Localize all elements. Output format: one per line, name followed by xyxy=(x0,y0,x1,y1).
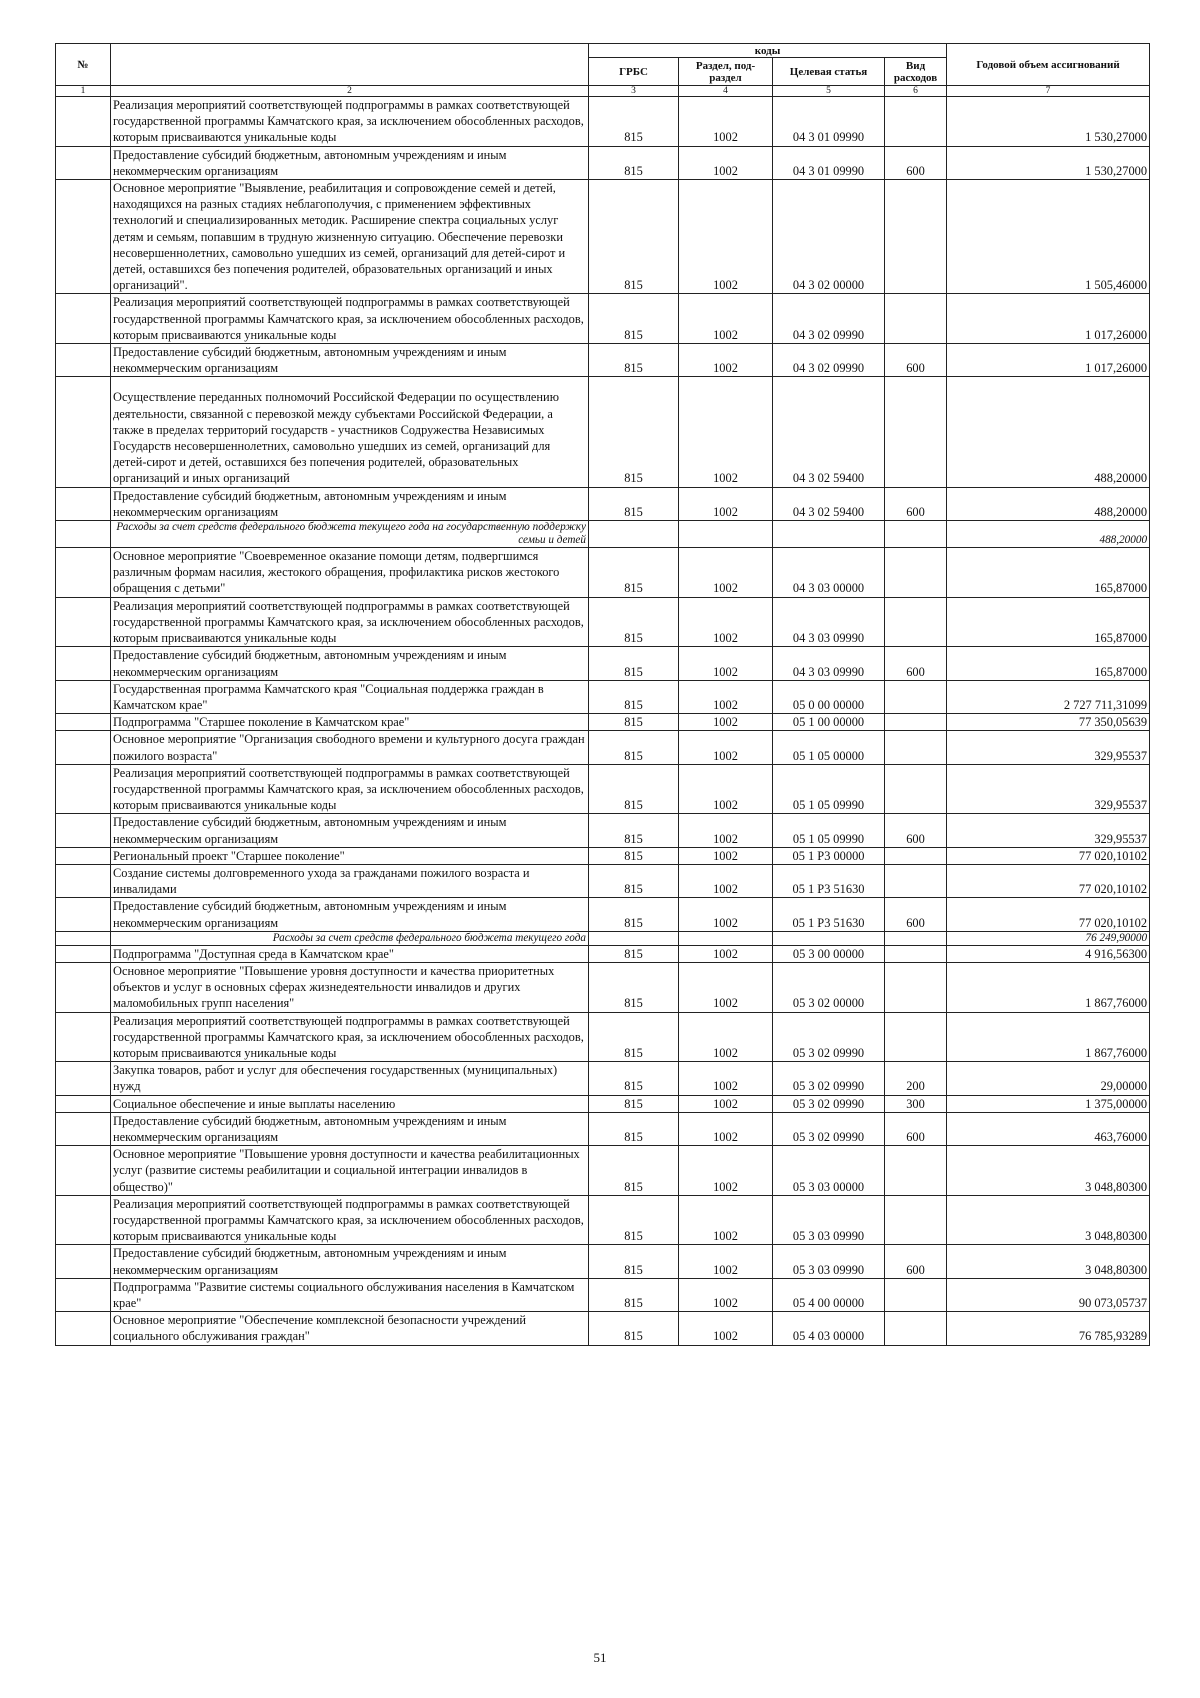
table-row xyxy=(56,680,1150,713)
razdel-cell: 1002 xyxy=(679,962,773,1012)
row-number-cell xyxy=(56,714,111,731)
row-number-cell xyxy=(56,962,111,1012)
row-number-cell xyxy=(56,1195,111,1245)
table-row xyxy=(56,548,1150,598)
target-article-cell: 05 1 05 09990 xyxy=(773,814,885,847)
table-row xyxy=(56,597,1150,647)
expense-name-cell: Реализация мероприятий соответствующей подпрограммы в рамках соответствующей государственной программы Камчатского края, за исключением обособленных расходов, которым присваиваются уникальные коды xyxy=(111,1012,589,1062)
target-article-cell: 05 1 P3 51630 xyxy=(773,898,885,931)
row-number-cell xyxy=(56,945,111,962)
row-number-cell xyxy=(56,1062,111,1095)
expense-type-cell xyxy=(885,864,947,897)
grbs-cell: 815 xyxy=(589,146,679,179)
target-article-cell: 04 3 02 59400 xyxy=(773,487,885,520)
amount-cell: 77 020,10102 xyxy=(947,847,1150,864)
target-article-cell: 05 3 03 09990 xyxy=(773,1195,885,1245)
header-name xyxy=(111,44,589,86)
amount-cell: 488,20000 xyxy=(947,377,1150,487)
amount-cell: 1 530,27000 xyxy=(947,97,1150,147)
header-annual-amount: Годовой объем ассигнований xyxy=(947,44,1150,86)
row-number-cell xyxy=(56,1146,111,1196)
table-row xyxy=(56,962,1150,1012)
amount-cell: 3 048,80300 xyxy=(947,1146,1150,1196)
row-number-cell xyxy=(56,898,111,931)
expense-type-cell xyxy=(885,548,947,598)
grbs-cell: 815 xyxy=(589,898,679,931)
expense-name-cell: Подпрограмма "Развитие системы социального обслуживания населения в Камчатском крае" xyxy=(111,1278,589,1311)
amount-cell: 488,20000 xyxy=(947,521,1150,548)
expense-name-cell: Реализация мероприятий соответствующей подпрограммы в рамках соответствующей государственной программы Камчатского края, за исключением обособленных расходов, которым присваиваются уникальные коды xyxy=(111,764,589,814)
amount-cell: 165,87000 xyxy=(947,647,1150,680)
table-row xyxy=(56,945,1150,962)
grbs-cell: 815 xyxy=(589,344,679,377)
grbs-cell: 815 xyxy=(589,180,679,294)
grbs-cell: 815 xyxy=(589,1146,679,1196)
grbs-cell: 815 xyxy=(589,1095,679,1112)
amount-cell: 488,20000 xyxy=(947,487,1150,520)
razdel-cell: 1002 xyxy=(679,898,773,931)
razdel-cell: 1002 xyxy=(679,714,773,731)
expense-type-cell xyxy=(885,377,947,487)
federal-funds-row xyxy=(56,521,1150,548)
expense-name-cell: Социальное обеспечение и иные выплаты населению xyxy=(111,1095,589,1112)
budget-table xyxy=(55,43,1150,1346)
amount-cell: 1 017,26000 xyxy=(947,294,1150,344)
header-codes-group: коды xyxy=(589,44,947,58)
amount-cell: 90 073,05737 xyxy=(947,1278,1150,1311)
target-article-cell: 05 3 02 09990 xyxy=(773,1062,885,1095)
expense-type-cell: 600 xyxy=(885,487,947,520)
target-article-cell: 05 1 P3 00000 xyxy=(773,847,885,864)
expense-type-cell: 300 xyxy=(885,1095,947,1112)
grbs-cell: 815 xyxy=(589,294,679,344)
amount-cell: 3 048,80300 xyxy=(947,1245,1150,1278)
razdel-cell: 1002 xyxy=(679,764,773,814)
expense-type-cell xyxy=(885,1146,947,1196)
expense-type-cell xyxy=(885,764,947,814)
table-row xyxy=(56,1146,1150,1196)
amount-cell: 1 867,76000 xyxy=(947,962,1150,1012)
razdel-cell xyxy=(679,931,773,945)
table-row xyxy=(56,1095,1150,1112)
grbs-cell: 815 xyxy=(589,962,679,1012)
table-row xyxy=(56,1112,1150,1145)
razdel-cell: 1002 xyxy=(679,647,773,680)
table-row xyxy=(56,898,1150,931)
row-number-cell xyxy=(56,487,111,520)
grbs-cell xyxy=(589,521,679,548)
expense-type-cell xyxy=(885,1278,947,1311)
target-article-cell: 04 3 03 00000 xyxy=(773,548,885,598)
header-index-4: 4 xyxy=(679,86,773,97)
expense-type-cell xyxy=(885,945,947,962)
row-number-cell xyxy=(56,647,111,680)
header-target-article: Целевая статья xyxy=(773,58,885,86)
expense-type-cell xyxy=(885,1312,947,1345)
header-razdel: Раздел, под-раздел xyxy=(679,58,773,86)
target-article-cell: 05 3 00 00000 xyxy=(773,945,885,962)
amount-cell: 2 727 711,31099 xyxy=(947,680,1150,713)
row-number-cell xyxy=(56,294,111,344)
razdel-cell: 1002 xyxy=(679,1278,773,1311)
grbs-cell: 815 xyxy=(589,1312,679,1345)
header-number: № xyxy=(56,44,111,86)
amount-cell: 1 017,26000 xyxy=(947,344,1150,377)
expense-type-cell xyxy=(885,680,947,713)
expense-name-cell: Основное мероприятие "Выявление, реабилитация и сопровождение семей и детей, находящихся на разных стадиях неблагополучия, с применением эффективных технологий и специализированных методик. Расширение спектра социальных услуг детям и семьям, попавшим в трудную жизненную ситуацию. Обеспечение перевозки несовершеннолетних, самовольно ушедших из семей, организаций для детей-сирот и детей, оставшихся без попечения родителей, образовательных организаций и иных организаций". xyxy=(111,180,589,294)
expense-name-cell: Реализация мероприятий соответствующей подпрограммы в рамках соответствующей государственной программы Камчатского края, за исключением обособленных расходов, которым присваиваются уникальные коды xyxy=(111,597,589,647)
target-article-cell: 05 4 03 00000 xyxy=(773,1312,885,1345)
grbs-cell: 815 xyxy=(589,1112,679,1145)
expense-name-cell: Осуществление переданных полномочий Российской Федерации по осуществлению деятельности, связанной с перевозкой между субъектами Российской Федерации, а также в пределах территорий государств - участников Содружества Независимых Государств несовершеннолетних, самовольно ушедших из семей, организаций для детей-сирот и детей, оставшихся без попечения родителей, образовательных организаций и иных организаций xyxy=(111,377,589,487)
expense-type-cell xyxy=(885,1012,947,1062)
target-article-cell: 04 3 01 09990 xyxy=(773,97,885,147)
target-article-cell xyxy=(773,931,885,945)
razdel-cell: 1002 xyxy=(679,487,773,520)
amount-cell: 165,87000 xyxy=(947,548,1150,598)
grbs-cell: 815 xyxy=(589,864,679,897)
table-row xyxy=(56,764,1150,814)
grbs-cell: 815 xyxy=(589,647,679,680)
expense-type-cell: 200 xyxy=(885,1062,947,1095)
expense-type-cell: 600 xyxy=(885,814,947,847)
row-number-cell xyxy=(56,814,111,847)
grbs-cell: 815 xyxy=(589,1062,679,1095)
row-number-cell xyxy=(56,680,111,713)
expense-name-cell: Региональный проект "Старшее поколение" xyxy=(111,847,589,864)
expense-type-cell: 600 xyxy=(885,1112,947,1145)
table-header xyxy=(56,44,1150,97)
expense-type-cell: 600 xyxy=(885,146,947,179)
header-index-6: 6 xyxy=(885,86,947,97)
row-number-cell xyxy=(56,521,111,548)
table-row xyxy=(56,714,1150,731)
expense-name-cell: Предоставление субсидий бюджетным, автономным учреждениям и иным некоммерческим организациям xyxy=(111,1245,589,1278)
razdel-cell: 1002 xyxy=(679,597,773,647)
razdel-cell: 1002 xyxy=(679,1146,773,1196)
amount-cell: 1 867,76000 xyxy=(947,1012,1150,1062)
target-article-cell: 05 3 03 09990 xyxy=(773,1245,885,1278)
amount-cell: 1 505,46000 xyxy=(947,180,1150,294)
table-row xyxy=(56,180,1150,294)
target-article-cell: 05 3 02 09990 xyxy=(773,1112,885,1145)
target-article-cell: 04 3 03 09990 xyxy=(773,597,885,647)
row-number-cell xyxy=(56,548,111,598)
expense-name-cell: Реализация мероприятий соответствующей подпрограммы в рамках соответствующей государственной программы Камчатского края, за исключением обособленных расходов, которым присваиваются уникальные коды xyxy=(111,294,589,344)
expense-name-cell: Предоставление субсидий бюджетным, автономным учреждениям и иным некоммерческим организациям xyxy=(111,898,589,931)
header-index-1: 1 xyxy=(56,86,111,97)
header-index-5: 5 xyxy=(773,86,885,97)
table-row xyxy=(56,814,1150,847)
row-number-cell xyxy=(56,146,111,179)
expense-type-cell xyxy=(885,521,947,548)
grbs-cell: 815 xyxy=(589,1278,679,1311)
federal-funds-row xyxy=(56,931,1150,945)
razdel-cell: 1002 xyxy=(679,294,773,344)
table-row xyxy=(56,847,1150,864)
expense-type-cell: 600 xyxy=(885,898,947,931)
row-number-cell xyxy=(56,377,111,487)
table-body xyxy=(56,97,1150,1346)
razdel-cell: 1002 xyxy=(679,680,773,713)
razdel-cell: 1002 xyxy=(679,1312,773,1345)
grbs-cell: 815 xyxy=(589,945,679,962)
razdel-cell: 1002 xyxy=(679,97,773,147)
target-article-cell: 05 1 P3 51630 xyxy=(773,864,885,897)
amount-cell: 76 249,90000 xyxy=(947,931,1150,945)
expense-name-cell: Основное мероприятие "Своевременное оказание помощи детям, подвергшимся различным формам насилия, жестокого обращения, профилактика рисков жестокого обращения с детьми" xyxy=(111,548,589,598)
expense-name-cell: Основное мероприятие "Обеспечение комплексной безопасности учреждений социального обслуживания граждан" xyxy=(111,1312,589,1345)
target-article-cell xyxy=(773,521,885,548)
header-grbs: ГРБС xyxy=(589,58,679,86)
grbs-cell: 815 xyxy=(589,377,679,487)
target-article-cell: 05 3 02 00000 xyxy=(773,962,885,1012)
expense-name-cell: Подпрограмма "Старшее поколение в Камчатском крае" xyxy=(111,714,589,731)
header-index-7: 7 xyxy=(947,86,1150,97)
expense-name-cell: Предоставление субсидий бюджетным, автономным учреждениям и иным некоммерческим организациям xyxy=(111,647,589,680)
razdel-cell xyxy=(679,521,773,548)
expense-type-cell xyxy=(885,180,947,294)
amount-cell: 77 350,05639 xyxy=(947,714,1150,731)
target-article-cell: 05 3 02 09990 xyxy=(773,1012,885,1062)
grbs-cell: 815 xyxy=(589,814,679,847)
target-article-cell: 04 3 03 09990 xyxy=(773,647,885,680)
table-row xyxy=(56,731,1150,764)
table-row xyxy=(56,1195,1150,1245)
expense-type-cell xyxy=(885,731,947,764)
table-row xyxy=(56,1012,1150,1062)
target-article-cell: 05 3 02 09990 xyxy=(773,1095,885,1112)
expense-type-cell: 600 xyxy=(885,344,947,377)
target-article-cell: 05 0 00 00000 xyxy=(773,680,885,713)
expense-type-cell xyxy=(885,294,947,344)
razdel-cell: 1002 xyxy=(679,146,773,179)
target-article-cell: 05 1 05 09990 xyxy=(773,764,885,814)
row-number-cell xyxy=(56,1278,111,1311)
budget-table-sheet xyxy=(55,43,1149,1346)
expense-name-cell: Закупка товаров, работ и услуг для обеспечения государственных (муниципальных) нужд xyxy=(111,1062,589,1095)
expense-type-cell xyxy=(885,1195,947,1245)
target-article-cell: 04 3 02 59400 xyxy=(773,377,885,487)
amount-cell: 76 785,93289 xyxy=(947,1312,1150,1345)
row-number-cell xyxy=(56,1112,111,1145)
target-article-cell: 05 3 03 00000 xyxy=(773,1146,885,1196)
table-row xyxy=(56,377,1150,487)
grbs-cell: 815 xyxy=(589,487,679,520)
grbs-cell: 815 xyxy=(589,597,679,647)
table-row xyxy=(56,487,1150,520)
razdel-cell: 1002 xyxy=(679,1245,773,1278)
header-expense-type: Вид расходов xyxy=(885,58,947,86)
row-number-cell xyxy=(56,180,111,294)
row-number-cell xyxy=(56,1312,111,1345)
expense-name-cell: Государственная программа Камчатского края "Социальная поддержка граждан в Камчатском крае" xyxy=(111,680,589,713)
table-row xyxy=(56,97,1150,147)
razdel-cell: 1002 xyxy=(679,1012,773,1062)
grbs-cell: 815 xyxy=(589,680,679,713)
grbs-cell: 815 xyxy=(589,1245,679,1278)
expense-name-cell: Основное мероприятие "Повышение уровня доступности и качества реабилитационных услуг (развитие системы реабилитации и социальной интеграции инвалидов в общество)" xyxy=(111,1146,589,1196)
expense-type-cell: 600 xyxy=(885,647,947,680)
razdel-cell: 1002 xyxy=(679,1062,773,1095)
expense-type-cell xyxy=(885,847,947,864)
grbs-cell: 815 xyxy=(589,764,679,814)
table-row xyxy=(56,1062,1150,1095)
row-number-cell xyxy=(56,597,111,647)
table-row xyxy=(56,294,1150,344)
target-article-cell: 04 3 02 00000 xyxy=(773,180,885,294)
razdel-cell: 1002 xyxy=(679,1095,773,1112)
table-row xyxy=(56,1278,1150,1311)
row-number-cell xyxy=(56,847,111,864)
amount-cell: 77 020,10102 xyxy=(947,898,1150,931)
expense-name-cell: Создание системы долговременного ухода за гражданами пожилого возраста и инвалидами xyxy=(111,864,589,897)
amount-cell: 1 375,00000 xyxy=(947,1095,1150,1112)
row-number-cell xyxy=(56,764,111,814)
amount-cell: 463,76000 xyxy=(947,1112,1150,1145)
expense-type-cell xyxy=(885,597,947,647)
page-number: 51 xyxy=(593,1650,607,1665)
expense-name-cell: Предоставление субсидий бюджетным, автономным учреждениям и иным некоммерческим организациям xyxy=(111,487,589,520)
expense-name-cell: Расходы за счет средств федерального бюджета текущего года на государственную поддержку семьи и детей xyxy=(111,521,589,548)
razdel-cell: 1002 xyxy=(679,945,773,962)
row-number-cell xyxy=(56,97,111,147)
row-number-cell xyxy=(56,931,111,945)
expense-name-cell: Предоставление субсидий бюджетным, автономным учреждениям и иным некоммерческим организациям xyxy=(111,814,589,847)
header-index-2: 2 xyxy=(111,86,589,97)
expense-name-cell: Основное мероприятие "Повышение уровня доступности и качества приоритетных объектов и услуг в основных сферах жизнедеятельности инвалидов и других маломобильных групп населения" xyxy=(111,962,589,1012)
row-number-cell xyxy=(56,1012,111,1062)
razdel-cell: 1002 xyxy=(679,814,773,847)
razdel-cell: 1002 xyxy=(679,548,773,598)
amount-cell: 329,95537 xyxy=(947,764,1150,814)
expense-name-cell: Подпрограмма "Доступная среда в Камчатском крае" xyxy=(111,945,589,962)
grbs-cell: 815 xyxy=(589,1195,679,1245)
expense-type-cell: 600 xyxy=(885,1245,947,1278)
table-row xyxy=(56,647,1150,680)
target-article-cell: 04 3 01 09990 xyxy=(773,146,885,179)
table-row xyxy=(56,1312,1150,1345)
target-article-cell: 05 4 00 00000 xyxy=(773,1278,885,1311)
expense-name-cell: Реализация мероприятий соответствующей подпрограммы в рамках соответствующей государственной программы Камчатского края, за исключением обособленных расходов, которым присваиваются уникальные коды xyxy=(111,1195,589,1245)
target-article-cell: 05 1 00 00000 xyxy=(773,714,885,731)
amount-cell: 29,00000 xyxy=(947,1062,1150,1095)
table-row xyxy=(56,864,1150,897)
grbs-cell: 815 xyxy=(589,847,679,864)
grbs-cell: 815 xyxy=(589,97,679,147)
expense-type-cell xyxy=(885,962,947,1012)
grbs-cell: 815 xyxy=(589,548,679,598)
target-article-cell: 04 3 02 09990 xyxy=(773,344,885,377)
expense-name-cell: Расходы за счет средств федерального бюджета текущего года xyxy=(111,931,589,945)
expense-name-cell: Предоставление субсидий бюджетным, автономным учреждениям и иным некоммерческим организациям xyxy=(111,344,589,377)
row-number-cell xyxy=(56,1095,111,1112)
expense-type-cell xyxy=(885,714,947,731)
amount-cell: 329,95537 xyxy=(947,731,1150,764)
expense-name-cell: Реализация мероприятий соответствующей подпрограммы в рамках соответствующей государственной программы Камчатского края, за исключением обособленных расходов, которым присваиваются уникальные коды xyxy=(111,97,589,147)
razdel-cell: 1002 xyxy=(679,847,773,864)
expense-type-cell xyxy=(885,97,947,147)
table-row xyxy=(56,146,1150,179)
row-number-cell xyxy=(56,731,111,764)
amount-cell: 77 020,10102 xyxy=(947,864,1150,897)
header-index-3: 3 xyxy=(589,86,679,97)
razdel-cell: 1002 xyxy=(679,731,773,764)
razdel-cell: 1002 xyxy=(679,864,773,897)
razdel-cell: 1002 xyxy=(679,180,773,294)
expense-name-cell: Основное мероприятие "Организация свободного времени и культурного досуга граждан пожилого возраста" xyxy=(111,731,589,764)
amount-cell: 4 916,56300 xyxy=(947,945,1150,962)
amount-cell: 329,95537 xyxy=(947,814,1150,847)
grbs-cell: 815 xyxy=(589,714,679,731)
expense-name-cell: Предоставление субсидий бюджетным, автономным учреждениям и иным некоммерческим организациям xyxy=(111,146,589,179)
razdel-cell: 1002 xyxy=(679,344,773,377)
razdel-cell: 1002 xyxy=(679,1112,773,1145)
razdel-cell: 1002 xyxy=(679,377,773,487)
expense-name-cell: Предоставление субсидий бюджетным, автономным учреждениям и иным некоммерческим организациям xyxy=(111,1112,589,1145)
row-number-cell xyxy=(56,864,111,897)
grbs-cell xyxy=(589,931,679,945)
amount-cell: 1 530,27000 xyxy=(947,146,1150,179)
table-row xyxy=(56,344,1150,377)
amount-cell: 3 048,80300 xyxy=(947,1195,1150,1245)
target-article-cell: 05 1 05 00000 xyxy=(773,731,885,764)
razdel-cell: 1002 xyxy=(679,1195,773,1245)
row-number-cell xyxy=(56,1245,111,1278)
amount-cell: 165,87000 xyxy=(947,597,1150,647)
expense-type-cell xyxy=(885,931,947,945)
row-number-cell xyxy=(56,344,111,377)
grbs-cell: 815 xyxy=(589,1012,679,1062)
table-row xyxy=(56,1245,1150,1278)
target-article-cell: 04 3 02 09990 xyxy=(773,294,885,344)
grbs-cell: 815 xyxy=(589,731,679,764)
